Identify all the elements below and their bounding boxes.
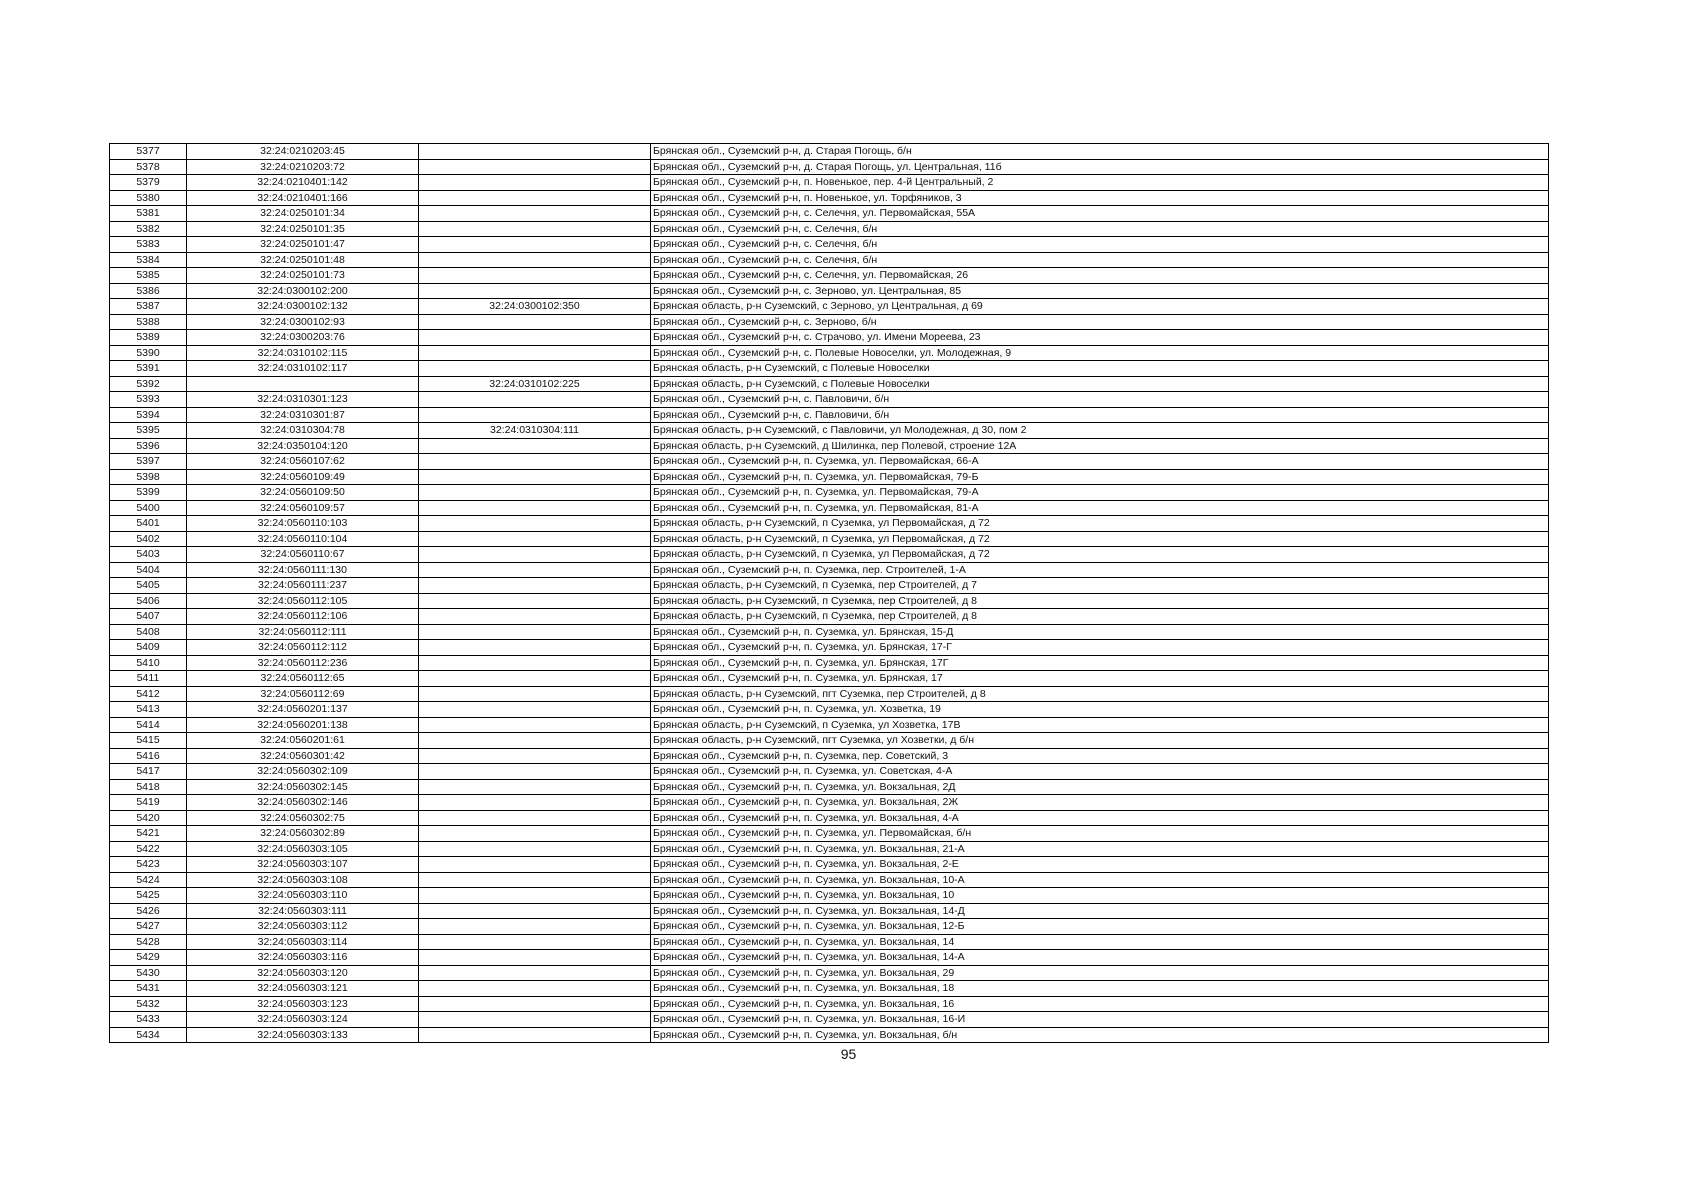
related-cadastral-number-cell: [419, 330, 651, 346]
related-cadastral-number-cell: [419, 872, 651, 888]
address-cell: Брянская обл., Суземский р-н, п. Суземка, ул. Вокзальная, 16-И: [651, 1012, 1549, 1028]
related-cadastral-number-cell: [419, 1012, 651, 1028]
property-register-table: [109, 143, 1549, 1043]
row-number-cell: 5415: [110, 733, 187, 749]
table-row: [110, 407, 1549, 423]
related-cadastral-number-cell: [419, 268, 651, 284]
table-row: [110, 221, 1549, 237]
cadastral-number-cell: 32:24:0560302:146: [187, 795, 419, 811]
address-cell: Брянская обл., Суземский р-н, п. Суземка, ул. Вокзальная, 2Ж: [651, 795, 1549, 811]
row-number-cell: 5407: [110, 609, 187, 625]
cadastral-number-cell: 32:24:0560109:49: [187, 469, 419, 485]
table-row: [110, 857, 1549, 873]
cadastral-number-cell: 32:24:0250101:35: [187, 221, 419, 237]
cadastral-number-cell: 32:24:0560303:108: [187, 872, 419, 888]
address-cell: Брянская обл., Суземский р-н, с. Селечня, б/н: [651, 252, 1549, 268]
row-number-cell: 5423: [110, 857, 187, 873]
row-number-cell: 5419: [110, 795, 187, 811]
row-number-cell: 5377: [110, 144, 187, 160]
address-cell: Брянская обл., Суземский р-н, п. Суземка, ул. Вокзальная, 4-А: [651, 810, 1549, 826]
cadastral-number-cell: 32:24:0560112:106: [187, 609, 419, 625]
table-row: [110, 175, 1549, 191]
address-cell: Брянская обл., Суземский р-н, с. Страчово, ул. Имени Мореева, 23: [651, 330, 1549, 346]
table-row: [110, 624, 1549, 640]
address-cell: Брянская обл., Суземский р-н, с. Зерново, б/н: [651, 314, 1549, 330]
cadastral-number-cell: 32:24:0560303:124: [187, 1012, 419, 1028]
related-cadastral-number-cell: [419, 392, 651, 408]
row-number-cell: 5424: [110, 872, 187, 888]
table-row: [110, 965, 1549, 981]
address-cell: Брянская область, р-н Суземский, с Зерново, ул Центральная, д 69: [651, 299, 1549, 315]
related-cadastral-number-cell: [419, 733, 651, 749]
cadastral-number-cell: 32:24:0560302:145: [187, 779, 419, 795]
row-number-cell: 5382: [110, 221, 187, 237]
related-cadastral-number-cell: [419, 144, 651, 160]
table-row: [110, 748, 1549, 764]
row-number-cell: 5414: [110, 717, 187, 733]
related-cadastral-number-cell: [419, 485, 651, 501]
related-cadastral-number-cell: [419, 159, 651, 175]
related-cadastral-number-cell: [419, 981, 651, 997]
table-row: [110, 159, 1549, 175]
related-cadastral-number-cell: [419, 221, 651, 237]
cadastral-number-cell: 32:24:0250101:73: [187, 268, 419, 284]
related-cadastral-number-cell: [419, 748, 651, 764]
address-cell: Брянская обл., Суземский р-н, п. Суземка, ул. Первомайская, 66-А: [651, 454, 1549, 470]
address-cell: Брянская область, р-н Суземский, п Суземка, ул Первомайская, д 72: [651, 547, 1549, 563]
cadastral-number-cell: 32:24:0560112:105: [187, 593, 419, 609]
cadastral-number-cell: 32:24:0300102:200: [187, 283, 419, 299]
row-number-cell: 5425: [110, 888, 187, 904]
row-number-cell: 5386: [110, 283, 187, 299]
table-row: [110, 686, 1549, 702]
cadastral-number-cell: 32:24:0210401:166: [187, 190, 419, 206]
related-cadastral-number-cell: [419, 283, 651, 299]
row-number-cell: 5430: [110, 965, 187, 981]
cadastral-number-cell: 32:24:0560303:123: [187, 996, 419, 1012]
row-number-cell: 5387: [110, 299, 187, 315]
cadastral-number-cell: 32:24:0560303:116: [187, 950, 419, 966]
row-number-cell: 5421: [110, 826, 187, 842]
related-cadastral-number-cell: [419, 826, 651, 842]
cadastral-number-cell: 32:24:0560201:137: [187, 702, 419, 718]
row-number-cell: 5399: [110, 485, 187, 501]
table-row: [110, 934, 1549, 950]
address-cell: Брянская обл., Суземский р-н, д. Старая Погощь, б/н: [651, 144, 1549, 160]
related-cadastral-number-cell: [419, 500, 651, 516]
related-cadastral-number-cell: [419, 469, 651, 485]
row-number-cell: 5420: [110, 810, 187, 826]
cadastral-number-cell: 32:24:0560303:133: [187, 1027, 419, 1043]
row-number-cell: 5395: [110, 423, 187, 439]
address-cell: Брянская обл., Суземский р-н, с. Зерново, ул. Центральная, 85: [651, 283, 1549, 299]
table-row: [110, 531, 1549, 547]
row-number-cell: 5405: [110, 578, 187, 594]
cadastral-number-cell: 32:24:0560302:89: [187, 826, 419, 842]
address-cell: Брянская обл., Суземский р-н, п. Суземка, ул. Вокзальная, 2Д: [651, 779, 1549, 795]
cadastral-number-cell: 32:24:0250101:34: [187, 206, 419, 222]
table-row: [110, 206, 1549, 222]
table-row: [110, 733, 1549, 749]
address-cell: Брянская обл., Суземский р-н, п. Суземка, ул. Вокзальная, 14: [651, 934, 1549, 950]
row-number-cell: 5426: [110, 903, 187, 919]
table-row: [110, 888, 1549, 904]
related-cadastral-number-cell: [419, 996, 651, 1012]
address-cell: Брянская обл., Суземский р-н, п. Суземка, ул. Вокзальная, б/н: [651, 1027, 1549, 1043]
related-cadastral-number-cell: [419, 764, 651, 780]
cadastral-number-cell: 32:24:0250101:48: [187, 252, 419, 268]
row-number-cell: 5401: [110, 516, 187, 532]
related-cadastral-number-cell: [419, 609, 651, 625]
related-cadastral-number-cell: [419, 407, 651, 423]
table-row: [110, 423, 1549, 439]
address-cell: Брянская обл., Суземский р-н, п. Суземка, ул. Первомайская, 79-А: [651, 485, 1549, 501]
table-row: [110, 361, 1549, 377]
table-row: [110, 593, 1549, 609]
table-row: [110, 826, 1549, 842]
address-cell: Брянская область, р-н Суземский, с Полевые Новоселки: [651, 361, 1549, 377]
address-cell: Брянская область, р-н Суземский, пгт Суземка, ул Хозветки, д б/н: [651, 733, 1549, 749]
cadastral-number-cell: 32:24:0560303:114: [187, 934, 419, 950]
address-cell: Брянская обл., Суземский р-н, с. Павловичи, б/н: [651, 392, 1549, 408]
address-cell: Брянская область, р-н Суземский, п Суземка, ул Первомайская, д 72: [651, 516, 1549, 532]
table-row: [110, 717, 1549, 733]
row-number-cell: 5392: [110, 376, 187, 392]
row-number-cell: 5403: [110, 547, 187, 563]
table-row: [110, 810, 1549, 826]
row-number-cell: 5432: [110, 996, 187, 1012]
address-cell: Брянская обл., Суземский р-н, п. Суземка, ул. Первомайская, б/н: [651, 826, 1549, 842]
cadastral-number-cell: 32:24:0560112:69: [187, 686, 419, 702]
related-cadastral-number-cell: [419, 965, 651, 981]
address-cell: Брянская обл., Суземский р-н, п. Суземка, ул. Вокзальная, 12-Б: [651, 919, 1549, 935]
related-cadastral-number-cell: [419, 454, 651, 470]
row-number-cell: 5431: [110, 981, 187, 997]
address-cell: Брянская обл., Суземский р-н, п. Суземка, ул. Вокзальная, 21-А: [651, 841, 1549, 857]
table-row: [110, 779, 1549, 795]
table-row: [110, 268, 1549, 284]
related-cadastral-number-cell: [419, 252, 651, 268]
cadastral-number-cell: 32:24:0560110:67: [187, 547, 419, 563]
cadastral-number-cell: 32:24:0310301:123: [187, 392, 419, 408]
address-cell: Брянская обл., Суземский р-н, п. Суземка, ул. Первомайская, 81-А: [651, 500, 1549, 516]
related-cadastral-number-cell: [419, 531, 651, 547]
row-number-cell: 5428: [110, 934, 187, 950]
address-cell: Брянская обл., Суземский р-н, п. Суземка, ул. Первомайская, 79-Б: [651, 469, 1549, 485]
row-number-cell: 5391: [110, 361, 187, 377]
row-number-cell: 5394: [110, 407, 187, 423]
related-cadastral-number-cell: [419, 562, 651, 578]
row-number-cell: 5389: [110, 330, 187, 346]
address-cell: Брянская обл., Суземский р-н, с. Селечня, б/н: [651, 221, 1549, 237]
table-row: [110, 299, 1549, 315]
row-number-cell: 5402: [110, 531, 187, 547]
address-cell: Брянская обл., Суземский р-н, п. Суземка, ул. Вокзальная, 16: [651, 996, 1549, 1012]
table-row: [110, 640, 1549, 656]
related-cadastral-number-cell: [419, 857, 651, 873]
table-row: [110, 454, 1549, 470]
cadastral-number-cell: 32:24:0210401:142: [187, 175, 419, 191]
related-cadastral-number-cell: [419, 175, 651, 191]
cadastral-number-cell: 32:24:0560303:120: [187, 965, 419, 981]
table-row: [110, 702, 1549, 718]
cadastral-number-cell: 32:24:0310304:78: [187, 423, 419, 439]
address-cell: Брянская обл., Суземский р-н, п. Суземка, ул. Брянская, 15-Д: [651, 624, 1549, 640]
cadastral-number-cell: 32:24:0310102:115: [187, 345, 419, 361]
cadastral-number-cell: 32:24:0310102:117: [187, 361, 419, 377]
row-number-cell: 5384: [110, 252, 187, 268]
related-cadastral-number-cell: [419, 190, 651, 206]
address-cell: Брянская обл., Суземский р-н, п. Суземка, ул. Вокзальная, 14-А: [651, 950, 1549, 966]
address-cell: Брянская область, р-н Суземский, пгт Суземка, пер Строителей, д 8: [651, 686, 1549, 702]
row-number-cell: 5381: [110, 206, 187, 222]
address-cell: Брянская область, р-н Суземский, п Суземка, ул Первомайская, д 72: [651, 531, 1549, 547]
related-cadastral-number-cell: [419, 1027, 651, 1043]
cadastral-number-cell: 32:24:0560112:65: [187, 671, 419, 687]
cadastral-number-cell: 32:24:0210203:72: [187, 159, 419, 175]
table-row: [110, 314, 1549, 330]
address-cell: Брянская обл., Суземский р-н, п. Суземка, ул. Вокзальная, 10-А: [651, 872, 1549, 888]
related-cadastral-number-cell: [419, 314, 651, 330]
related-cadastral-number-cell: [419, 516, 651, 532]
table-row: [110, 562, 1549, 578]
row-number-cell: 5409: [110, 640, 187, 656]
table-row: [110, 345, 1549, 361]
address-cell: Брянская область, р-н Суземский, п Суземка, ул Хозветка, 17В: [651, 717, 1549, 733]
address-cell: Брянская область, р-н Суземский, с Павловичи, ул Молодежная, д 30, пом 2: [651, 423, 1549, 439]
address-cell: Брянская обл., Суземский р-н, п. Суземка, ул. Вокзальная, 10: [651, 888, 1549, 904]
address-cell: Брянская обл., Суземский р-н, п. Суземка, пер. Советский, 3: [651, 748, 1549, 764]
row-number-cell: 5429: [110, 950, 187, 966]
row-number-cell: 5390: [110, 345, 187, 361]
cadastral-number-cell: 32:24:0560201:138: [187, 717, 419, 733]
row-number-cell: 5418: [110, 779, 187, 795]
related-cadastral-number-cell: [419, 888, 651, 904]
cadastral-number-cell: 32:24:0210203:45: [187, 144, 419, 160]
related-cadastral-number-cell: [419, 206, 651, 222]
related-cadastral-number-cell: [419, 624, 651, 640]
related-cadastral-number-cell: [419, 671, 651, 687]
related-cadastral-number-cell: [419, 934, 651, 950]
row-number-cell: 5422: [110, 841, 187, 857]
table-row: [110, 190, 1549, 206]
cadastral-number-cell: 32:24:0560112:111: [187, 624, 419, 640]
row-number-cell: 5393: [110, 392, 187, 408]
cadastral-number-cell: 32:24:0560303:121: [187, 981, 419, 997]
row-number-cell: 5398: [110, 469, 187, 485]
table-row: [110, 283, 1549, 299]
address-cell: Брянская обл., Суземский р-н, с. Селечня, ул. Первомайская, 26: [651, 268, 1549, 284]
cadastral-number-cell: 32:24:0560303:107: [187, 857, 419, 873]
table-row: [110, 950, 1549, 966]
related-cadastral-number-cell: 32:24:0310304:111: [419, 423, 651, 439]
related-cadastral-number-cell: [419, 578, 651, 594]
row-number-cell: 5413: [110, 702, 187, 718]
table-row: [110, 144, 1549, 160]
address-cell: Брянская обл., Суземский р-н, п. Суземка, ул. Вокзальная, 29: [651, 965, 1549, 981]
cadastral-number-cell: 32:24:0300102:132: [187, 299, 419, 315]
row-number-cell: 5404: [110, 562, 187, 578]
row-number-cell: 5434: [110, 1027, 187, 1043]
address-cell: Брянская обл., Суземский р-н, с. Павловичи, б/н: [651, 407, 1549, 423]
table-row: [110, 841, 1549, 857]
address-cell: Брянская область, р-н Суземский, с Полевые Новоселки: [651, 376, 1549, 392]
table-row: [110, 996, 1549, 1012]
row-number-cell: 5400: [110, 500, 187, 516]
cadastral-number-cell: 32:24:0350104:120: [187, 438, 419, 454]
related-cadastral-number-cell: [419, 237, 651, 253]
related-cadastral-number-cell: [419, 547, 651, 563]
related-cadastral-number-cell: [419, 702, 651, 718]
address-cell: Брянская обл., Суземский р-н, п. Суземка, ул. Брянская, 17: [651, 671, 1549, 687]
row-number-cell: 5406: [110, 593, 187, 609]
row-number-cell: 5417: [110, 764, 187, 780]
related-cadastral-number-cell: 32:24:0300102:350: [419, 299, 651, 315]
related-cadastral-number-cell: [419, 950, 651, 966]
address-cell: Брянская область, р-н Суземский, д Шилинка, пер Полевой, строение 12А: [651, 438, 1549, 454]
cadastral-number-cell: 32:24:0560107:62: [187, 454, 419, 470]
cadastral-number-cell: 32:24:0560110:103: [187, 516, 419, 532]
table-body: [110, 144, 1549, 1043]
address-cell: Брянская обл., Суземский р-н, с. Селечня, ул. Первомайская, 55А: [651, 206, 1549, 222]
address-cell: Брянская обл., Суземский р-н, п. Новенькое, пер. 4-й Центральный, 2: [651, 175, 1549, 191]
address-cell: Брянская обл., Суземский р-н, п. Суземка, ул. Вокзальная, 18: [651, 981, 1549, 997]
related-cadastral-number-cell: [419, 640, 651, 656]
row-number-cell: 5433: [110, 1012, 187, 1028]
table-row: [110, 764, 1549, 780]
address-cell: Брянская обл., Суземский р-н, п. Новенькое, ул. Торфяников, 3: [651, 190, 1549, 206]
table-row: [110, 392, 1549, 408]
row-number-cell: 5380: [110, 190, 187, 206]
related-cadastral-number-cell: [419, 438, 651, 454]
row-number-cell: 5385: [110, 268, 187, 284]
address-cell: Брянская обл., Суземский р-н, с. Полевые Новоселки, ул. Молодежная, 9: [651, 345, 1549, 361]
cadastral-number-cell: 32:24:0560302:109: [187, 764, 419, 780]
related-cadastral-number-cell: [419, 717, 651, 733]
address-cell: Брянская обл., Суземский р-н, п. Суземка, ул. Брянская, 17-Г: [651, 640, 1549, 656]
row-number-cell: 5383: [110, 237, 187, 253]
related-cadastral-number-cell: [419, 903, 651, 919]
table-row: [110, 438, 1549, 454]
row-number-cell: 5427: [110, 919, 187, 935]
cadastral-number-cell: [187, 376, 419, 392]
table-row: [110, 903, 1549, 919]
table-row: [110, 252, 1549, 268]
related-cadastral-number-cell: [419, 919, 651, 935]
row-number-cell: 5411: [110, 671, 187, 687]
table-row: [110, 500, 1549, 516]
table-row: [110, 376, 1549, 392]
table-row: [110, 609, 1549, 625]
related-cadastral-number-cell: [419, 655, 651, 671]
cadastral-number-cell: 32:24:0560109:50: [187, 485, 419, 501]
row-number-cell: 5408: [110, 624, 187, 640]
cadastral-number-cell: 32:24:0560112:236: [187, 655, 419, 671]
address-cell: Брянская обл., Суземский р-н, п. Суземка, ул. Хозветка, 19: [651, 702, 1549, 718]
table-row: [110, 237, 1549, 253]
row-number-cell: 5397: [110, 454, 187, 470]
row-number-cell: 5378: [110, 159, 187, 175]
table-row: [110, 578, 1549, 594]
cadastral-number-cell: 32:24:0560303:112: [187, 919, 419, 935]
address-cell: Брянская обл., Суземский р-н, д. Старая Погощь, ул. Центральная, 11б: [651, 159, 1549, 175]
address-cell: Брянская обл., Суземский р-н, п. Суземка, пер. Строителей, 1-А: [651, 562, 1549, 578]
row-number-cell: 5416: [110, 748, 187, 764]
address-cell: Брянская обл., Суземский р-н, п. Суземка, ул. Советская, 4-А: [651, 764, 1549, 780]
table-row: [110, 485, 1549, 501]
address-cell: Брянская обл., Суземский р-н, п. Суземка, ул. Брянская, 17Г: [651, 655, 1549, 671]
address-cell: Брянская область, р-н Суземский, п Суземка, пер Строителей, д 7: [651, 578, 1549, 594]
table-row: [110, 1012, 1549, 1028]
cadastral-number-cell: 32:24:0560303:105: [187, 841, 419, 857]
related-cadastral-number-cell: [419, 686, 651, 702]
address-cell: Брянская обл., Суземский р-н, с. Селечня, б/н: [651, 237, 1549, 253]
table-row: [110, 795, 1549, 811]
row-number-cell: 5396: [110, 438, 187, 454]
related-cadastral-number-cell: [419, 361, 651, 377]
address-cell: Брянская область, р-н Суземский, п Суземка, пер Строителей, д 8: [651, 609, 1549, 625]
cadastral-number-cell: 32:24:0250101:47: [187, 237, 419, 253]
cadastral-number-cell: 32:24:0560111:130: [187, 562, 419, 578]
related-cadastral-number-cell: [419, 810, 651, 826]
row-number-cell: 5379: [110, 175, 187, 191]
table-row: [110, 655, 1549, 671]
row-number-cell: 5410: [110, 655, 187, 671]
related-cadastral-number-cell: [419, 593, 651, 609]
address-cell: Брянская область, р-н Суземский, п Суземка, пер Строителей, д 8: [651, 593, 1549, 609]
related-cadastral-number-cell: [419, 795, 651, 811]
related-cadastral-number-cell: [419, 841, 651, 857]
address-cell: Брянская обл., Суземский р-н, п. Суземка, ул. Вокзальная, 14-Д: [651, 903, 1549, 919]
table-row: [110, 469, 1549, 485]
row-number-cell: 5388: [110, 314, 187, 330]
cadastral-number-cell: 32:24:0560303:111: [187, 903, 419, 919]
table-row: [110, 1027, 1549, 1043]
table-row: [110, 547, 1549, 563]
table-row: [110, 330, 1549, 346]
related-cadastral-number-cell: 32:24:0310102:225: [419, 376, 651, 392]
cadastral-number-cell: 32:24:0560302:75: [187, 810, 419, 826]
page-number: 95: [840, 1046, 857, 1062]
cadastral-number-cell: 32:24:0560301:42: [187, 748, 419, 764]
cadastral-number-cell: 32:24:0560111:237: [187, 578, 419, 594]
table-row: [110, 671, 1549, 687]
table-row: [110, 919, 1549, 935]
cadastral-number-cell: 32:24:0560201:61: [187, 733, 419, 749]
related-cadastral-number-cell: [419, 345, 651, 361]
cadastral-number-cell: 32:24:0560109:57: [187, 500, 419, 516]
cadastral-number-cell: 32:24:0560110:104: [187, 531, 419, 547]
cadastral-number-cell: 32:24:0300203:76: [187, 330, 419, 346]
related-cadastral-number-cell: [419, 779, 651, 795]
cadastral-number-cell: 32:24:0310301:87: [187, 407, 419, 423]
cadastral-number-cell: 32:24:0560303:110: [187, 888, 419, 904]
address-cell: Брянская обл., Суземский р-н, п. Суземка, ул. Вокзальная, 2-Е: [651, 857, 1549, 873]
table-row: [110, 872, 1549, 888]
table-row: [110, 981, 1549, 997]
table-row: [110, 516, 1549, 532]
row-number-cell: 5412: [110, 686, 187, 702]
cadastral-number-cell: 32:24:0300102:93: [187, 314, 419, 330]
cadastral-number-cell: 32:24:0560112:112: [187, 640, 419, 656]
